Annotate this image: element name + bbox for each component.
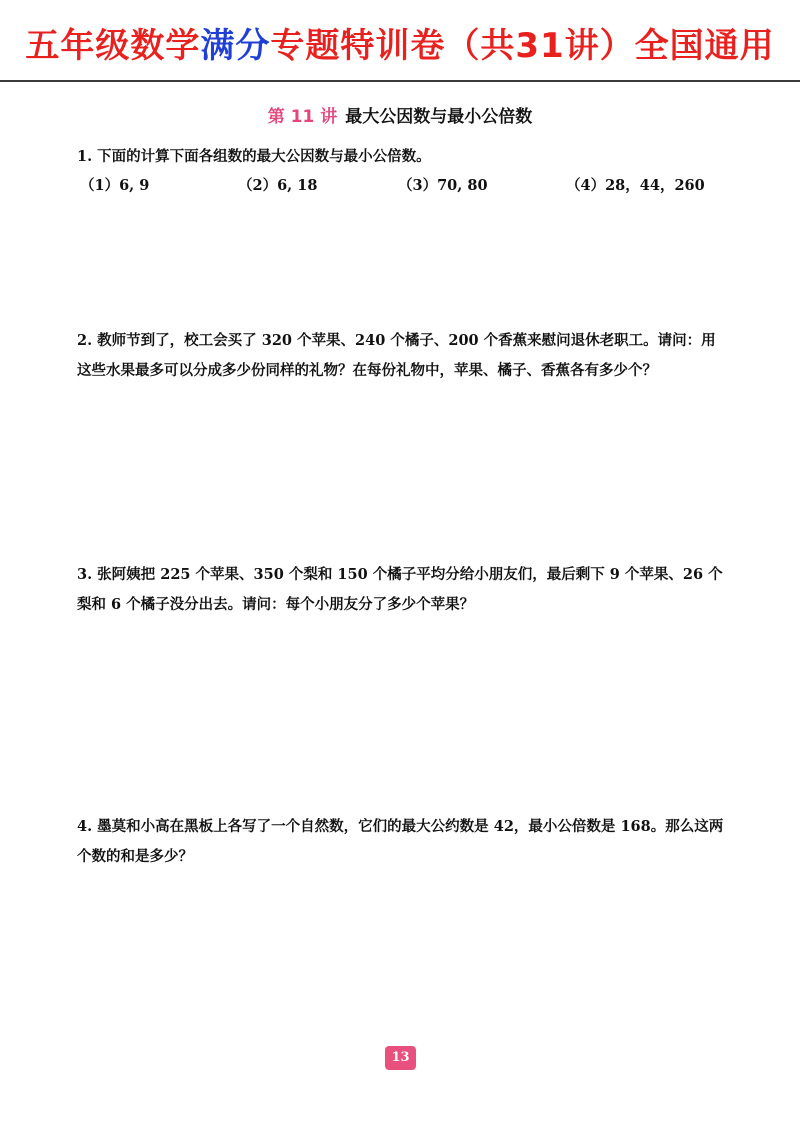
question-1-part-4: （4）28，44，260: [566, 177, 705, 194]
question-1: 1. 下面的计算下面各组数的最大公因数与最小公倍数。: [77, 148, 431, 165]
banner-divider: [0, 80, 800, 82]
question-3: 3. 张阿姨把 225 个苹果、350 个梨和 150 个橘子平均分给小朋友们，最后剩下 9 个苹果、26 个梨和 6 个橘子没分出去。请问：每个小朋友分了多少个苹果？: [77, 566, 723, 613]
lesson-title: 最大公因数与最小公倍数: [345, 107, 533, 127]
question-1-part-3: （3）70, 80: [398, 177, 488, 194]
question-2: 2. 教师节到了，校工会买了 320 个苹果、240 个橘子、200 个香蕉来慰问退休老职工。请问：用这些水果最多可以分成多少份同样的礼物？在每份礼物中，苹果、橘子、香蕉各有多少个？: [77, 332, 716, 379]
question-1-part-1: （1）6, 9: [80, 177, 150, 194]
page-banner-title: [0, 22, 800, 70]
banner-title-part-series: 专题特训卷（共31讲）全国通用: [270, 26, 775, 66]
lesson-heading: [0, 104, 800, 130]
question-1-parts: [80, 172, 740, 200]
question-4: 4. 墨莫和小高在黑板上各写了一个自然数，它们的最大公约数是 42，最小公倍数是 168。那么这两个数的和是多少？: [77, 818, 724, 865]
banner-title-part-fullscore: 满分: [200, 26, 271, 66]
banner-title-part-grade: 五年级数学: [25, 26, 201, 66]
page-number-badge: 13: [385, 1046, 416, 1070]
question-1-part-2: （2）6, 18: [238, 177, 318, 194]
lesson-number: 第 11 讲: [267, 107, 338, 127]
